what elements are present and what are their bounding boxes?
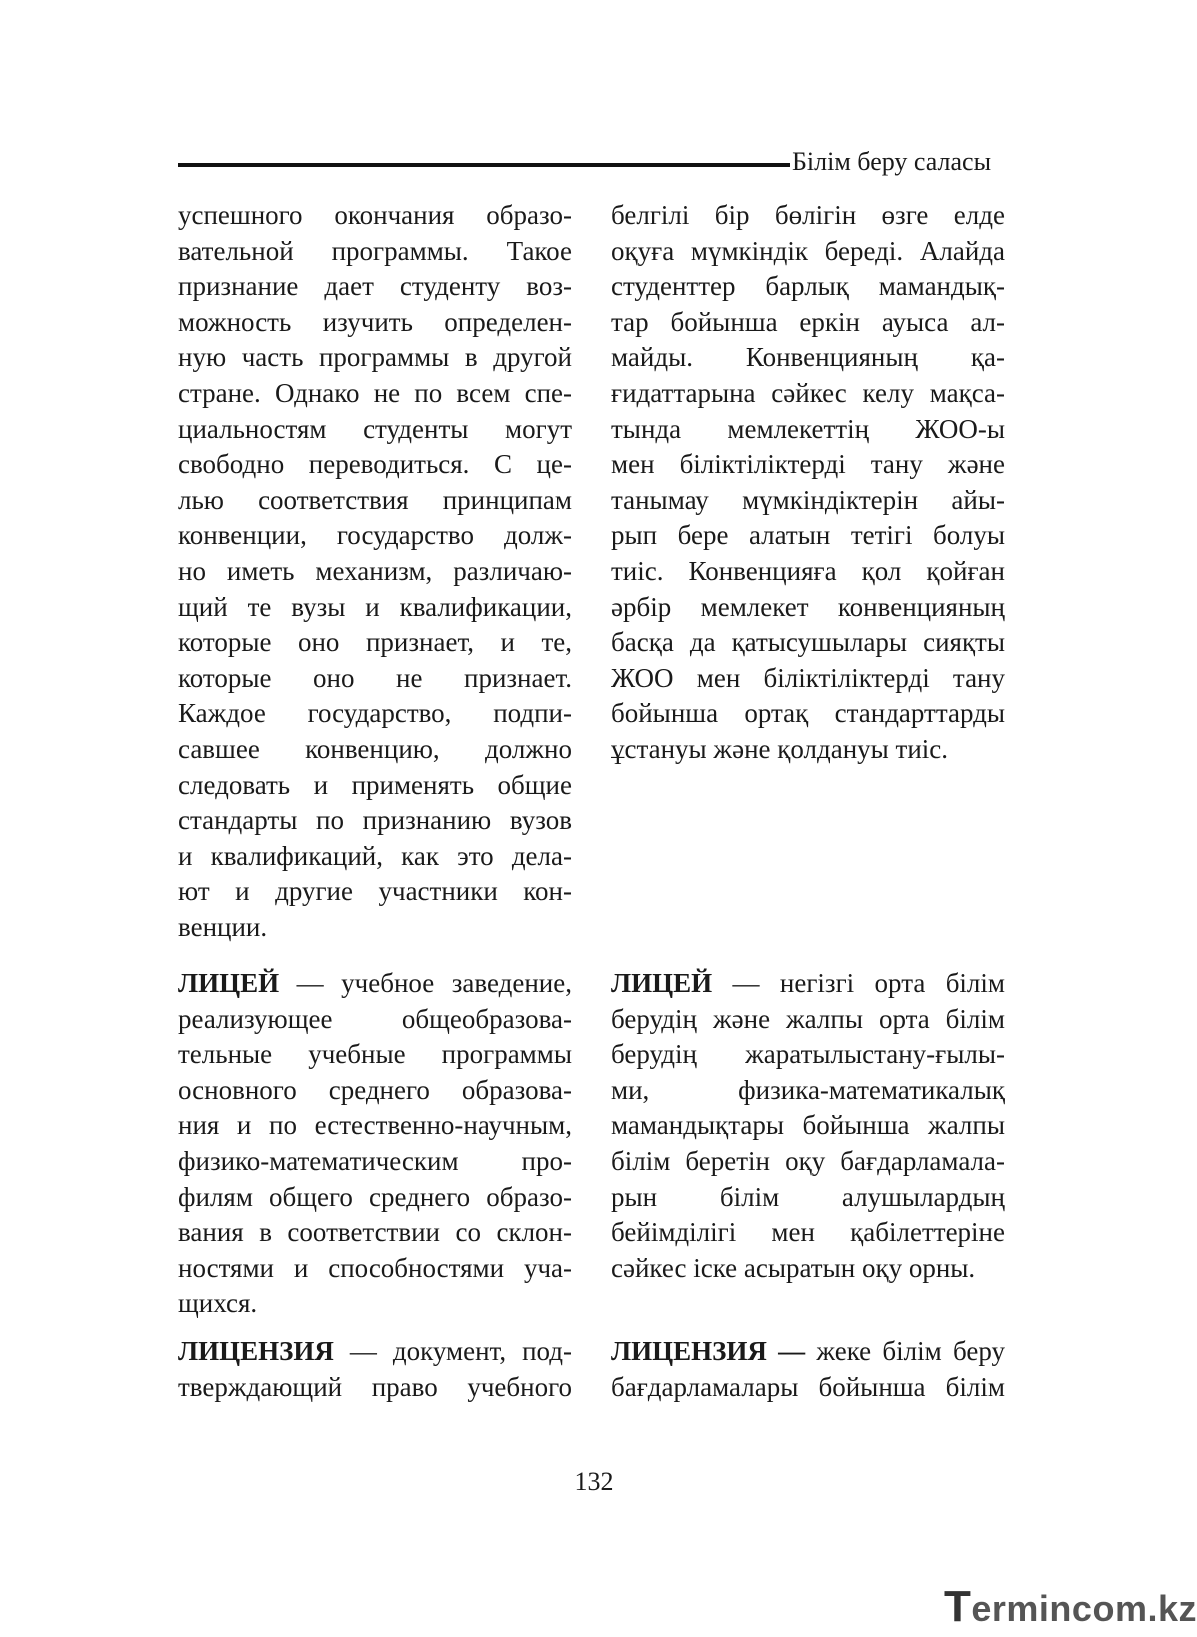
text-line: признание дает студенту воз- (178, 271, 572, 302)
text-line: реализующее общеобразова- (178, 1003, 572, 1034)
watermark-logo (944, 1582, 1197, 1631)
entry-term: ЛИЦЕЙ (178, 968, 280, 998)
entry-license-kk (611, 1334, 1005, 1405)
text-line: тельные учебные программы (178, 1039, 572, 1070)
text-line: рын білім алушылардың (611, 1181, 1005, 1212)
text-line: белгілі бір бөлігін өзге елде (611, 200, 1005, 230)
text-line: танымау мүмкіндіктерін айы- (611, 484, 1005, 515)
text-line: филям общего среднего образо- (178, 1181, 572, 1212)
right-column-top-text (611, 198, 1005, 768)
text-line: ния и по естественно-научным, (178, 1110, 572, 1141)
text-line: рып бере алатын тетігі болуы (611, 520, 1005, 551)
text-line: тиіс. Конвенцияға қол қойған (611, 555, 1005, 586)
entry-definition-start: — учебное заведение, (279, 968, 572, 998)
page-number: 132 (574, 1467, 614, 1496)
text-line: которые оно не признает. (178, 662, 572, 693)
text-line: басқа да қатысушылары сияқты (611, 627, 1005, 658)
text-line: студенттер барлық мамандық- (611, 271, 1005, 302)
text-line: оқуға мүмкіндік береді. Алайда (611, 235, 1005, 266)
entry-term: ЛИЦЕНЗИЯ — (611, 1336, 806, 1366)
running-title: Білім беру саласы (792, 147, 992, 176)
text-line: мен біліктіліктерді тану және (611, 449, 1005, 480)
text-line: ұстануы және қолдануы тиіс. (611, 733, 949, 764)
text-line: бойынша ортақ стандарттарды (611, 698, 1005, 729)
text-line: следовать и применять общие (178, 769, 572, 800)
text-line: ғидаттарына сәйкес келу мақса- (611, 377, 1005, 408)
watermark-initial: T (944, 1582, 972, 1631)
text-line: бағдарламалары бойынша білім (611, 1371, 1005, 1402)
text-line: ностями и способностями уча- (178, 1252, 572, 1283)
entry-definition-start: жеке білім беру (805, 1336, 1005, 1366)
text-line: тверждающий право учебного (178, 1371, 572, 1402)
entry-licey-kk (611, 966, 1005, 1286)
text-line: вания в соответствии со склон- (178, 1217, 572, 1248)
entry-license-ru (178, 1334, 572, 1405)
text-line: сәйкес іске асыратын оқу орны. (611, 1252, 976, 1283)
entry-definition-start: — документ, под- (333, 1336, 572, 1366)
text-line: можность изучить определен- (178, 306, 572, 337)
entry-term: ЛИЦЕЙ (611, 968, 713, 998)
left-column-top-text (178, 198, 572, 945)
text-line: ют и другие участники кон- (178, 876, 572, 907)
text-line: щихся. (178, 1288, 258, 1319)
text-line: свободно переводиться. С це- (178, 449, 572, 480)
text-line: вательной программы. Такое (178, 235, 572, 266)
text-line: берудің және жалпы орта білім (611, 1003, 1005, 1034)
entry-licey-ru (178, 966, 572, 1322)
magnifier-icon: o (1092, 1588, 1115, 1629)
text-line: ми, физика-математикалық (611, 1074, 1005, 1105)
text-line: савшее конвенцию, должно (178, 733, 572, 764)
text-line: тында мемлекеттің ЖОО-ы (611, 413, 1005, 444)
text-line: успешного окончания образо- (178, 200, 572, 230)
text-line: мамандықтары бойынша жалпы (611, 1110, 1005, 1141)
watermark-tail: m.kz (1114, 1588, 1197, 1629)
text-line: лью соответствия принципам (178, 484, 572, 515)
text-line: майды. Конвенцияның қа- (611, 342, 1005, 373)
text-line: которые оно признает, и те, (178, 627, 572, 658)
watermark-text: erminc (971, 1588, 1093, 1629)
text-line: циальностям студенты могут (178, 413, 572, 444)
text-line: берудің жаратылыстану-ғылы- (611, 1039, 1005, 1070)
text-line: венции. (178, 911, 268, 942)
text-line: ЖОО мен біліктіліктерді тану (611, 662, 1005, 693)
text-line: стандарты по признанию вузов (178, 805, 572, 836)
text-line: и квалификаций, как это дела- (178, 840, 572, 871)
text-line: Каждое государство, подпи- (178, 698, 572, 729)
header-rule (178, 163, 790, 167)
text-line: әрбір мемлекет конвенцияның (611, 591, 1005, 622)
text-line: основного среднего образова- (178, 1074, 572, 1105)
text-line: білім беретін оқу бағдарламала- (611, 1145, 1005, 1176)
text-line: тар бойынша еркін ауыса ал- (611, 306, 1005, 337)
text-line: конвенции, государство долж- (178, 520, 572, 551)
text-line: бейімділігі мен қабілеттеріне (611, 1217, 1005, 1248)
text-line: стране. Однако не по всем спе- (178, 377, 572, 408)
text-line: ную часть программы в другой (178, 342, 572, 373)
entry-definition-start: — негізгі орта білім (712, 968, 1005, 998)
text-line: но иметь механизм, различаю- (178, 555, 572, 586)
text-line: физико-математическим про- (178, 1145, 572, 1176)
entry-term: ЛИЦЕНЗИЯ (178, 1336, 334, 1366)
text-line: щий те вузы и квалификации, (178, 591, 572, 622)
